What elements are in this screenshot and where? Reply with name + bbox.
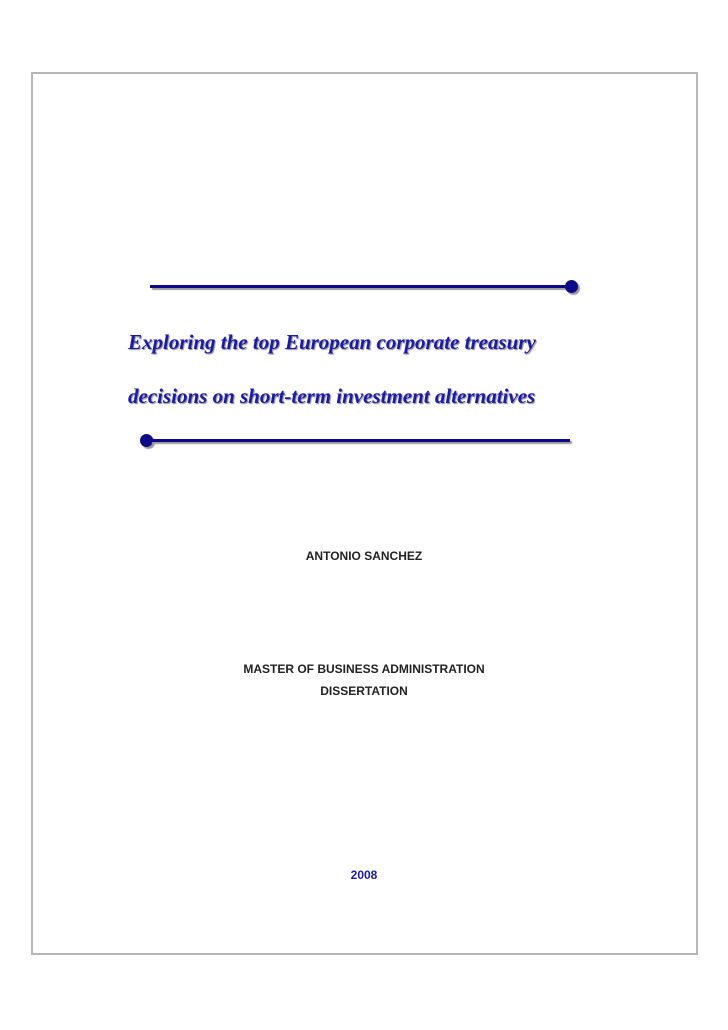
degree-line-1: MASTER OF BUSINESS ADMINISTRATION bbox=[243, 662, 485, 676]
title-line-1: Exploring the top European corporate treasury bbox=[128, 330, 536, 354]
page-border bbox=[31, 72, 698, 955]
title-line-2: decisions on short-term investment alternatives bbox=[128, 384, 536, 408]
bottom-rule-line bbox=[150, 439, 570, 442]
year: 2008 bbox=[350, 868, 378, 882]
top-rule-line bbox=[150, 285, 568, 288]
degree-line-2: DISSERTATION bbox=[320, 684, 408, 698]
top-rule-dot bbox=[565, 280, 578, 293]
author-name: ANTONIO SANCHEZ bbox=[305, 549, 423, 563]
